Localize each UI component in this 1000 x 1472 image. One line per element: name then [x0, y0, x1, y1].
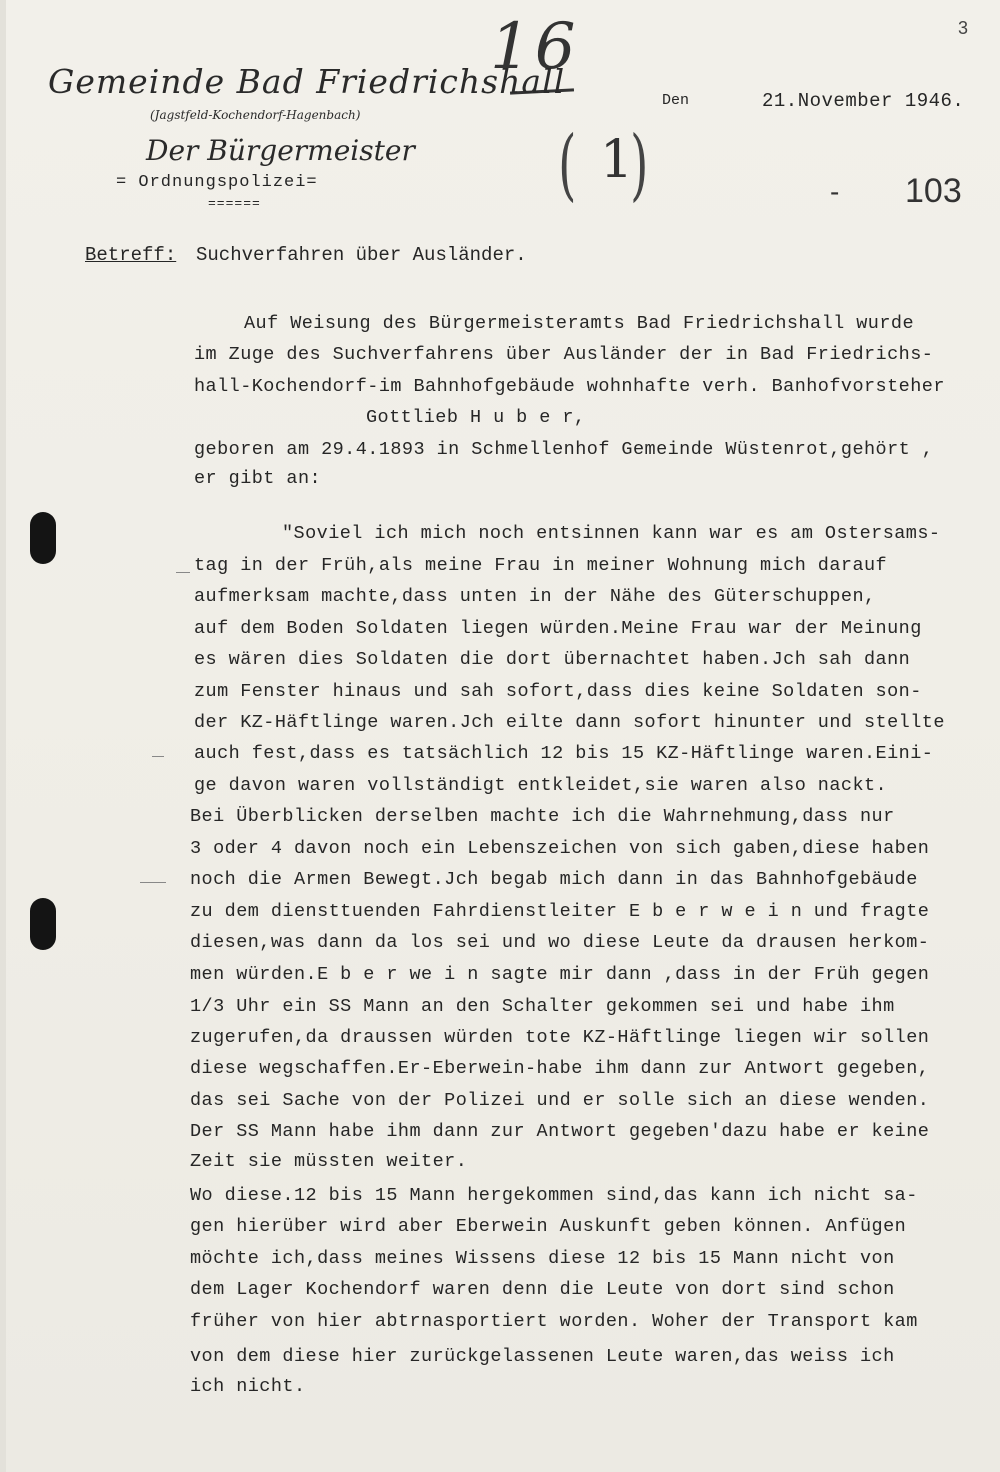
body-line: gen hierüber wird aber Eberwein Auskunft geben können. Anfügen [190, 1216, 907, 1237]
body-line: möchte ich,dass meines Wissens diese 12 bis 15 Mann nicht von [190, 1248, 895, 1269]
body-line: "Soviel ich mich noch entsinnen kann war es am Ostersams- [282, 523, 941, 544]
body-line: im Zuge des Suchverfahrens über Ausländer der in Bad Friedrichs- [194, 344, 934, 365]
body-line: tag in der Früh,als meine Frau in meiner Wohnung mich darauf [194, 555, 888, 576]
body-line: hall-Kochendorf-im Bahnhofgebäude wohnhafte verh. Banhofvorsteher [194, 376, 945, 397]
handwritten-file-number: 16 [490, 10, 580, 84]
date-value: 21.November 1946. [762, 90, 965, 112]
handwritten-circled-number: 1 [600, 130, 634, 190]
body-line: diesen,was dann da los sei und wo diese Leute da drausen herkom- [190, 932, 930, 953]
body-line: Bei Überblicken derselben machte ich die Wahrnehmung,dass nur [190, 806, 895, 827]
handwritten-paren-left: ( [558, 120, 577, 210]
body-line: auch fest,dass es tatsächlich 12 bis 15 KZ-Häftlinge waren.Eini- [194, 743, 934, 764]
body-line: Der SS Mann habe ihm dann zur Antwort gegeben'dazu habe er keine [190, 1121, 930, 1142]
body-line: Zeit sie müssten weiter. [190, 1151, 468, 1172]
body-line: früher von hier abtrnasportiert worden. Woher der Transport kam [190, 1311, 918, 1332]
body-line: er gibt an: [194, 468, 322, 489]
page-edge [0, 0, 6, 1472]
subject-text: Suchverfahren über Ausländer. [196, 244, 527, 266]
letterhead-title: Der Bürgermeister [146, 134, 415, 167]
body-line: Wo diese.12 bis 15 Mann hergekommen sind,das kann ich nicht sa- [190, 1185, 918, 1206]
margin-mark [152, 756, 164, 757]
date-label: Den [662, 92, 690, 109]
body-line: von dem diese hier zurückgelassenen Leute waren,das weiss ich [190, 1346, 895, 1367]
body-line: diese wegschaffen.Er-Eberwein-habe ihm dann zur Antwort gegeben, [190, 1058, 930, 1079]
handwritten-paren-right: ) [630, 120, 649, 210]
body-line: dem Lager Kochendorf waren denn die Leute von dort sind schon [190, 1279, 895, 1300]
body-line: zugerufen,da draussen würden tote KZ-Häftlinge liegen wir sollen [190, 1027, 930, 1048]
punch-hole-top [30, 512, 56, 564]
margin-mark [140, 882, 166, 883]
reference-dash: - [830, 176, 840, 207]
body-line: das sei Sache von der Polizei und er solle sich an diese wenden. [190, 1090, 930, 1111]
department-underline: ====== [208, 196, 261, 211]
body-line: Auf Weisung des Bürgermeisteramts Bad Friedrichshall wurde [244, 313, 915, 334]
punch-hole-bottom [30, 898, 56, 950]
letterhead-municipality: Gemeinde Bad Friedrichshall [48, 62, 566, 101]
body-line: der KZ-Häftlinge waren.Jch eilte dann sofort hinunter und stellte [194, 712, 945, 733]
body-line: ich nicht. [190, 1376, 306, 1397]
body-line: Gottlieb H u b e r, [366, 407, 586, 428]
body-line: 3 oder 4 davon noch ein Lebenszeichen von sich gaben,diese haben [190, 838, 930, 859]
body-line: es wären dies Soldaten die dort übernachtet haben.Jch sah dann [194, 649, 911, 670]
body-line: 1/3 Uhr ein SS Mann an den Schalter gekommen sei und habe ihm [190, 996, 895, 1017]
body-line: aufmerksam machte,dass unten in der Nähe des Güterschuppen, [194, 586, 876, 607]
page-number: 3 [958, 18, 969, 38]
body-line: zu dem diensttuenden Fahrdienstleiter E b e r w e i n und fragte [190, 901, 930, 922]
subject-label: Betreff: [85, 244, 177, 266]
body-line: auf dem Boden Soldaten liegen würden.Meine Frau war der Meinung [194, 618, 922, 639]
body-line: noch die Armen Bewegt.Jch begab mich dann in das Bahnhofgebäude [190, 869, 918, 890]
body-line: ge davon waren vollständigt entkleidet,sie waren also nackt. [194, 775, 888, 796]
reference-number: 103 [905, 172, 962, 210]
letterhead-department: = Ordnungspolizei= [116, 173, 318, 192]
body-line: zum Fenster hinaus und sah sofort,dass dies keine Soldaten son- [194, 681, 922, 702]
letterhead-districts: (Jagstfeld-Kochendorf-Hagenbach) [150, 108, 361, 122]
body-line: men würden.E b e r we i n sagte mir dann ,dass in der Früh gegen [190, 964, 930, 985]
margin-mark [176, 572, 190, 573]
body-line: geboren am 29.4.1893 in Schmellenhof Gemeinde Wüstenrot,gehört , [194, 439, 934, 460]
